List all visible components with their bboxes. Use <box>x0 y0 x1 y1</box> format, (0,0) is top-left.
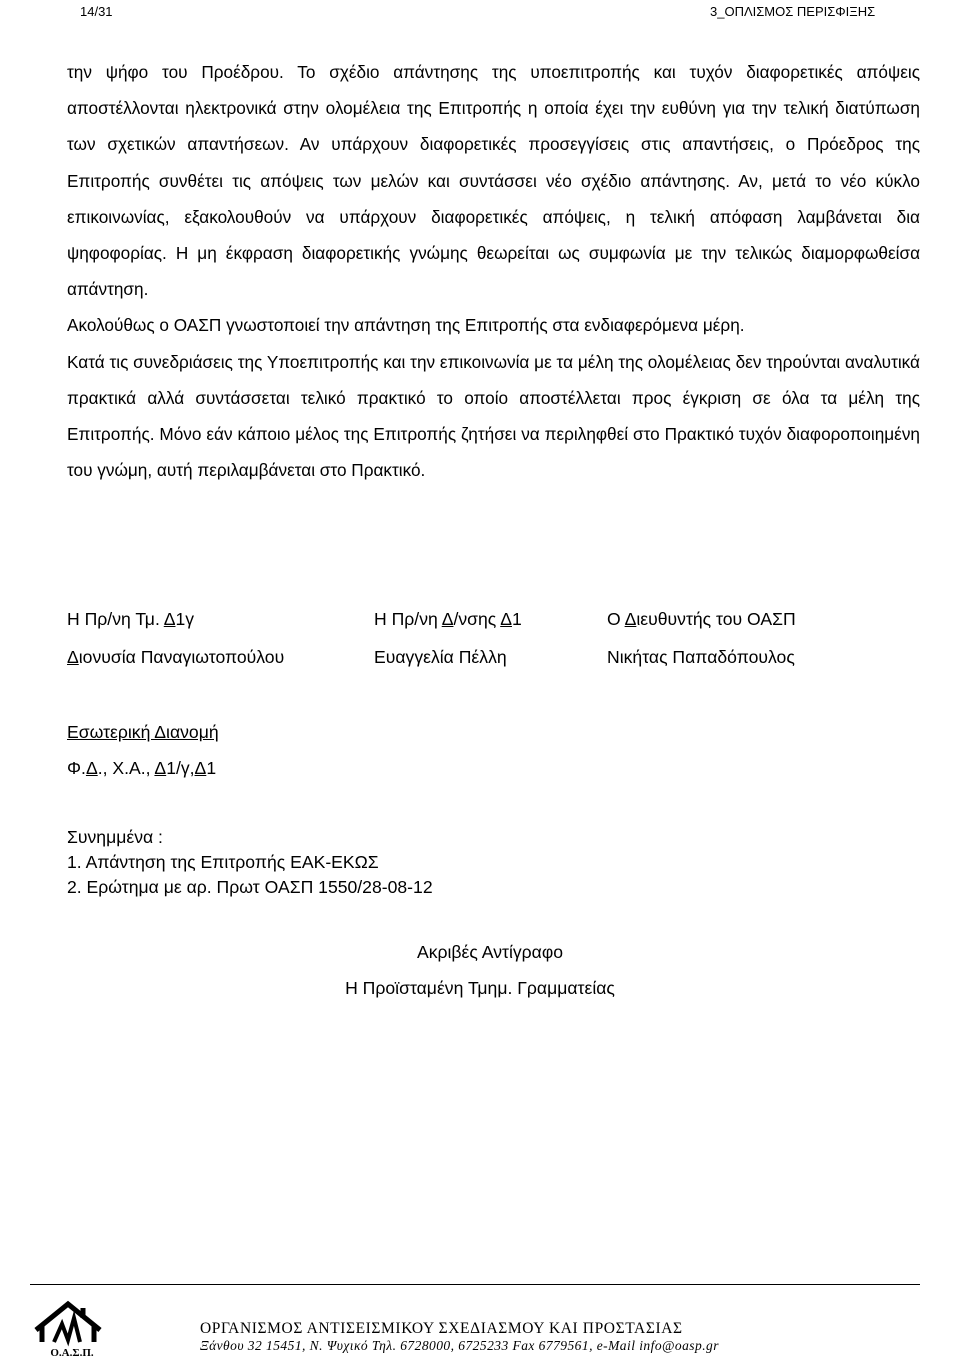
svg-text:Ο.Α.Σ.Π.: Ο.Α.Σ.Π. <box>50 1347 94 1358</box>
signature-title: Η Πρ/νη Τμ. Δ1γ <box>67 609 195 629</box>
footer-contact: Ξάνθου 32 15451, Ν. Ψυχικό Τηλ. 6728000, 6725233 Fax 6779561, e-Mail info@oasp.gr <box>200 1338 719 1353</box>
page-number: 14/31 <box>80 4 113 19</box>
signature-title: Η Πρ/νη Δ/νσης Δ1 <box>374 609 522 629</box>
signature-name: Διονυσία Παναγιωτοπούλου <box>67 647 285 667</box>
oasp-logo <box>28 1296 120 1358</box>
internal-distribution <box>67 714 219 786</box>
attachments <box>67 825 433 900</box>
attachment-item: 1. Απάντηση της Επιτροπής ΕΑΚ-ΕΚΩΣ <box>67 852 379 872</box>
paragraph: Κατά τις συνεδριάσεις της Υποεπιτροπής και την επικοινωνία με τα μέλη της ολομέλειας δεν τηρούνται αναλυτικά πρακτικά αλλά συντάσσεται τελικό πρακτικό το οποίο αποστέλλεται προς έγκριση σε όλα τα μέλη της Επιτροπής. Μόνο εάν κάποιο μέλος της Επιτροπής ζητήσει να περιληφθεί στο Πρακτικό τυχόν διαφοροποιημένη του γνώμη, αυτή περιλαμβάνεται στο Πρακτικό. <box>67 351 920 481</box>
signature-title: Ο Διευθυντής του ΟΑΣΠ <box>607 609 796 629</box>
internal-distribution-heading: Εσωτερική Διανομή <box>67 722 219 742</box>
attachment-item: 2. Ερώτημα με αρ. Πρωτ ΟΑΣΠ 1550/28-08-12 <box>67 877 433 897</box>
footer-divider <box>30 1284 920 1285</box>
attachments-heading: Συνημμένα : <box>67 827 163 847</box>
certified-copy <box>0 934 960 1006</box>
signature-block-1 <box>67 600 284 676</box>
page-header <box>0 0 960 24</box>
certified-copy-label: Ακριβές Αντίγραφο <box>416 942 564 962</box>
signature-block-2 <box>374 600 522 676</box>
paragraph: Ακολούθως ο ΟΑΣΠ γνωστοποιεί την απάντηση της Επιτροπής στα ενδιαφερόμενα μέρη. <box>67 315 745 336</box>
internal-distribution-list: Φ.Δ., Χ.Α., Δ1/γ,Δ1 <box>67 758 217 778</box>
signature-block-3 <box>607 600 796 676</box>
signature-name: Νικήτας Παπαδόπουλος <box>607 647 795 667</box>
certifier-title: Η Προϊσταμένη Τμημ. Γραμματείας <box>345 978 615 998</box>
document-code: 3_ΟΠΛΙΣΜΟΣ ΠΕΡΙΣΦΙΞΗΣ <box>710 4 876 19</box>
paragraph: την ψήφο του Προέδρου. Το σχέδιο απάντησης της υποεπιτροπής και τυχόν διαφορετικές απόψεις αποστέλλονται ηλεκτρονικά στην ολομέλεια της Επιτροπής η οποία έχει την ευθύνη για την τελική διατύπωση των σχετικών απαντήσεων. Αν υπάρχουν διαφορετικές προσεγγίσεις στις απαντήσεις, ο Πρόεδρος της Επιτροπής συνθέτει τις απόψεις των μελών και συντάσσει νέο σχέδιο απάντησης. Αν, μετά το νέο κύκλο επικοινωνίας, εξακολουθούν να υπάρχουν διαφορετικές απόψεις, η τελική απόφαση λαμβάνεται δια ψηφοφορίας. Η μη έκφραση διαφορετικής γνώμης θεωρείται ως συμφωνία με την τελικώς διαμορφωθείσα απάντηση. <box>67 62 920 300</box>
body-text <box>67 54 920 488</box>
signature-name: Ευαγγελία Πέλλη <box>374 647 507 667</box>
footer-organization: ΟΡΓΑΝΙΣΜΟΣ ΑΝΤΙΣΕΙΣΜΙΚΟΥ ΣΧΕΔΙΑΣΜΟΥ ΚΑΙ ΠΡΟΣΤΑΣΙΑΣ <box>200 1320 683 1337</box>
